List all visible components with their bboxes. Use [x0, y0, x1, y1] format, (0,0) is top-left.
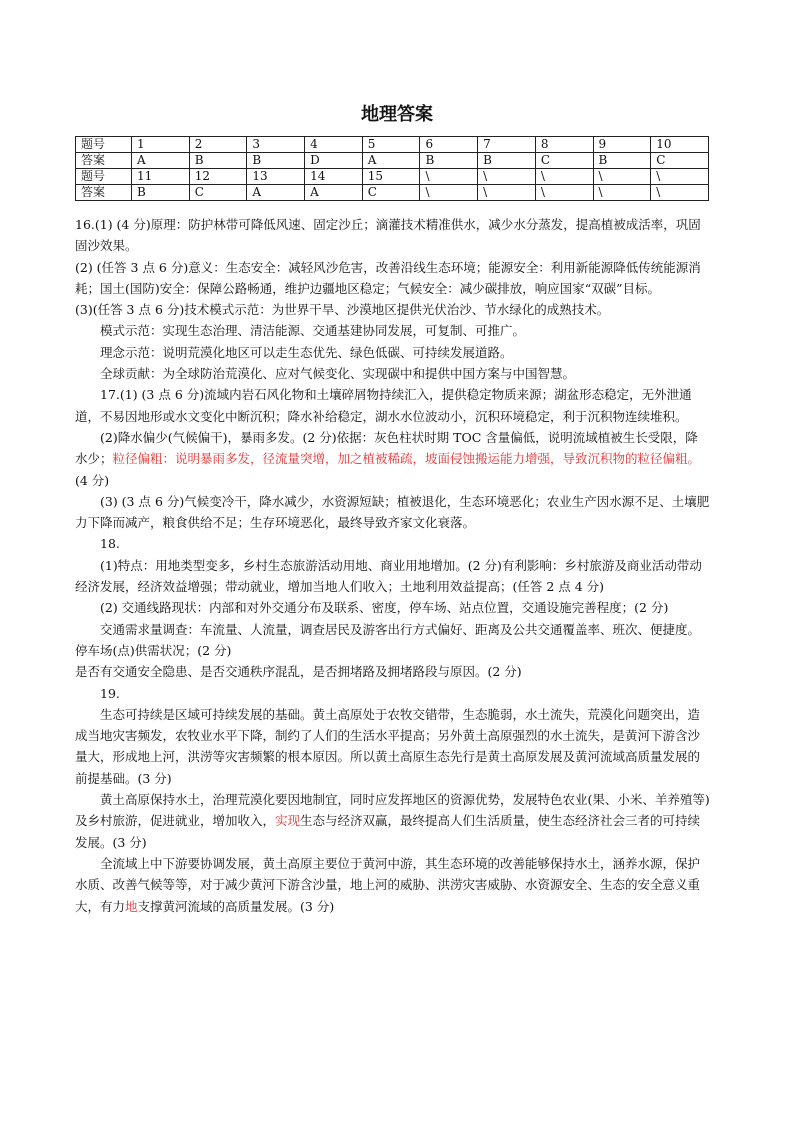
page-title: 地理答案: [361, 104, 433, 125]
q19-para2-highlight: 实现: [275, 813, 301, 829]
table-cell: \: [535, 185, 593, 201]
table-cell: \: [593, 185, 651, 201]
table-cell: \: [651, 185, 709, 201]
table-cell: 3: [247, 137, 305, 153]
q19-para2-text1: 黄土高原保持水土，治理荒漠化要因地制宜，同时应发挥地区的资源优势，发展特色农业(果、小米、羊养殖等)及乡村旅游，促进就业，增加收入，: [75, 792, 710, 829]
q18-part2: (2) 交通线路现状：内部和对外交通分布及联系、密度，停车场、站点位置，交通设施完善程度；(2 分): [100, 600, 669, 616]
table-row: [76, 153, 709, 169]
table-cell: B: [189, 153, 247, 169]
q19-para3: [75, 853, 710, 917]
q16-part3: (3)(任答 3 点 6 分)技术模式示范：为世界干旱、沙漠地区提供光伏治沙、节水绿化的成熟技术。: [75, 302, 610, 318]
table-cell: A: [247, 185, 305, 201]
table-cell: B: [247, 153, 305, 169]
table-cell: 15: [362, 169, 420, 185]
q16-part3-model: 模式示范：实现生态治理、清洁能源、交通基建协同发展，可复制、可推广。: [100, 323, 526, 339]
table-cell: 1: [132, 137, 190, 153]
table-row-header: 题号: [76, 137, 132, 153]
table-cell: \: [593, 169, 651, 185]
q17-part3: (3) (3 点 6 分)气候变冷干，降水减少，水资源短缺；植被退化，生态环境恶化；农业生产因水源不足、土壤肥力下降而减产，粮食供给不足；生存环境恶化，最终导致齐家文化衰落。: [75, 493, 710, 531]
q17-part1: 17.(1) (3 点 6 分)流域内岩石风化物和土壤碎屑物持续汇入，提供稳定物质来源；湖盆形态稳定，无外泄通道，不易因地形或水文变化中断沉积；降水补给稳定，湖水水位波动小，沉积环境稳定，利于沉积物连续堆积。: [75, 387, 692, 424]
table-cell: 13: [247, 169, 305, 185]
table-cell: A: [305, 185, 363, 201]
table-cell: D: [305, 153, 363, 169]
q17-part2-highlight: 粒径偏粗：说明暴雨多发，径流量突增，加之植被稀疏，坡面侵蚀搬运能力增强，导致沉积物的粒径偏粗。: [112, 451, 701, 467]
table-cell: 5: [362, 137, 420, 153]
table-cell: 14: [305, 169, 363, 185]
table-cell: B: [132, 185, 190, 201]
q19-heading: 19.: [100, 685, 120, 701]
table-cell: \: [420, 169, 478, 185]
table-cell: 8: [535, 137, 593, 153]
table-cell: 11: [132, 169, 190, 185]
table-cell: C: [535, 153, 593, 169]
q19-para2-text2: 生态与经济双赢，最终提高人们生活质量，使生态经济社会三者的可持续发展。(3 分): [75, 813, 701, 850]
table-cell: A: [132, 153, 190, 169]
table-row: [76, 169, 709, 185]
table-cell: \: [535, 169, 593, 185]
table-cell: C: [651, 153, 709, 169]
table-cell: C: [189, 185, 247, 201]
q17-part2: [75, 427, 710, 491]
q18-part2-demand: 交通需求量调查：车流量、人流量，调查居民及游客出行方式偏好、距离及公共交通覆盖率、班次、便捷度。停车场(点)供需状况；(2 分): [75, 621, 701, 658]
q19-para3-text2: 支撑黄河流域的高质量发展。(3 分): [137, 898, 335, 914]
table-cell: C: [362, 185, 420, 201]
table-row-header: 答案: [76, 185, 132, 201]
table-cell: \: [651, 169, 709, 185]
q16-part1: 16.(1) (4 分)原理：防护林带可降低风速、固定沙丘；滴灌技术精准供水，减少水分蒸发，提高植被成活率，巩固固沙效果。: [75, 217, 701, 254]
table-row: [76, 185, 709, 201]
q18-heading: 18.: [100, 536, 120, 552]
table-cell: \: [478, 185, 536, 201]
q19-para3-text1: 全流域上中下游要协调发展，黄土高原主要位于黄河中游，其生态环境的改善能够保持水土，涵养水源，保护水质、改善气候等等，对于减少黄河下游含沙量，地上河的威胁、洪涝灾害威胁、水资源安全、生态的安全意义重大，有力: [75, 855, 701, 914]
table-cell: B: [593, 153, 651, 169]
table-row-header: 答案: [76, 153, 132, 169]
table-cell: B: [420, 153, 478, 169]
q16-part3-concept: 理念示范：说明荒漠化地区可以走生态优先、绿色低碳、可持续发展道路。: [100, 344, 513, 360]
q19-para2: [75, 789, 710, 853]
table-cell: A: [362, 153, 420, 169]
q18-part1: (1)特点：用地类型变多，乡村生态旅游活动用地、商业用地增加。(2 分)有利影响：乡村旅游及商业活动带动经济发展，经济效益增强；带动就业，增加当地人们收入；土地利用效益提高；(任答 2 点 4 分): [75, 557, 702, 595]
table-cell: 12: [189, 169, 247, 185]
table-cell: 4: [305, 137, 363, 153]
table-cell: 10: [651, 137, 709, 153]
table-cell: 7: [478, 137, 536, 153]
answer-table: [75, 136, 709, 201]
table-cell: \: [420, 185, 478, 201]
q17-part2-score: (4 分): [75, 472, 110, 488]
table-cell: 9: [593, 137, 651, 153]
q17-part2-text: (2)降水偏少(气候偏干)，暴雨多发。(2 分)依据：灰色柱状时期 TOC 含量偏低，说明流域植被生长受限，降水少；: [75, 429, 698, 467]
q19-para3-highlight: 地: [125, 898, 138, 914]
q19-para1: 生态可持续是区域可持续发展的基础。黄土高原处于农牧交错带，生态脆弱，水土流失，荒漠化问题突出，造成当地灾害频发，农牧业水平下降，制约了人们的生活水平提高；另外黄土高原强烈的水土流失，是黄河下游含沙量大，形成地上河，洪涝等灾害频繁的根本原因。所以黄土高原生态先行是黄土高原发展及黄河流域高质量发展的前提基础。(3 分): [75, 706, 701, 786]
table-row-header: 题号: [76, 169, 132, 185]
q18-part2-safety: 是否有交通安全隐患、是否交通秩序混乱，是否拥堵路及拥堵路段与原因。(2 分): [75, 664, 522, 680]
table-cell: 6: [420, 137, 478, 153]
table-row: [76, 137, 709, 153]
table-cell: B: [478, 153, 536, 169]
table-cell: 2: [189, 137, 247, 153]
q16-part3-global: 全球贡献：为全球防治荒漠化、应对气候变化、实现碳中和提供中国方案与中国智慧。: [100, 366, 576, 382]
q16-part2: (2) (任答 3 点 6 分)意义：生态安全：减轻风沙危害，改善沿线生态环境；能源安全：利用新能源降低传统能源消耗；国土(国防)安全：保障公路畅通，维护边疆地区稳定；气候安全：减少碳排放，响应国家“双碳”目标。: [75, 259, 701, 296]
table-cell: \: [478, 169, 536, 185]
answer-text: [75, 214, 710, 917]
